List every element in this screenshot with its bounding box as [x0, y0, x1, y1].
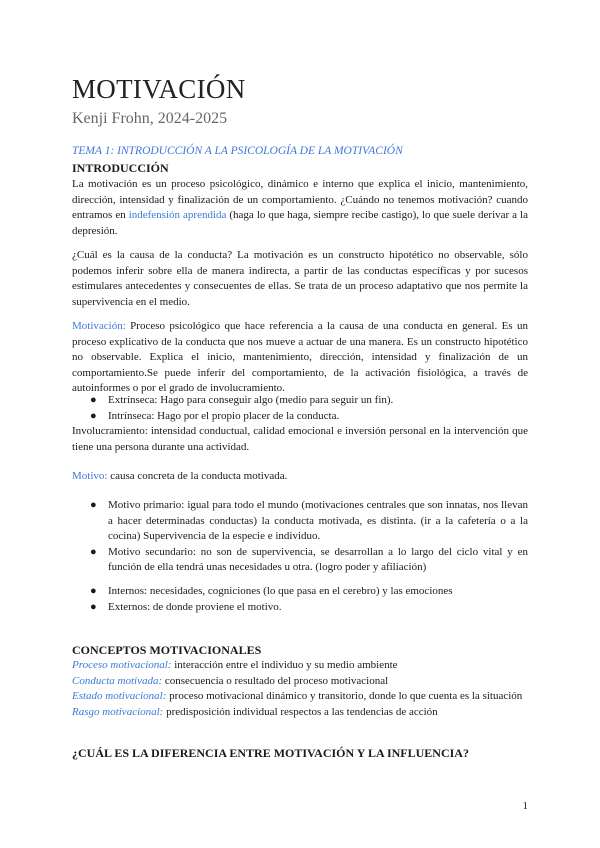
concepto-term: Estado motivacional:	[72, 690, 167, 702]
motivo-def: causa concreta de la conducta motivada.	[107, 470, 288, 482]
list-item	[72, 393, 528, 409]
concepto-item	[72, 705, 528, 721]
list-item-text: Motivo secundario: no son de supervivencia, se desarrollan a lo largo del ciclo vital y en función de ella tendrá unas necesidades u otra. (logro poder y afiliación)	[108, 545, 528, 573]
intro-heading: INTRODUCCIÓN	[72, 161, 169, 175]
concepto-term: Conducta motivada:	[72, 674, 163, 687]
concepto-def: interacción entre el individuo y su medio ambiente	[171, 659, 398, 671]
bullet-icon: ●	[90, 585, 97, 597]
list-item-text: Motivo primario: igual para todo el mundo (motivaciones centrales que son innatas, nos llevan a hacer determinadas conductas) la conducta motivada, es distinta. (ir a la cafetería o a la cocina) Supervivencia de la especie e individuo.	[108, 499, 528, 542]
bullet-icon: ●	[90, 600, 97, 613]
list-item	[72, 409, 528, 425]
list-item-text: Externos: de donde proviene el motivo.	[108, 600, 282, 613]
concepto-def: predisposición individual respectos a las tendencias de acción	[163, 705, 438, 718]
concepto-term: Proceso motivacional:	[72, 659, 172, 671]
intro-p1-text: La motivación es un proceso psicológico, dinámico e interno que explica el inicio, mantenimiento, dirección, intensidad y finalización de un comportamiento. ¿Cuándo no tenemos motivación? cuando entramos en	[72, 178, 528, 221]
document-title: MOTIVACIÓN	[72, 74, 246, 104]
intro-paragraph-1	[72, 177, 528, 239]
concepto-item	[72, 658, 528, 674]
document-author: Kenji Frohn, 2024-2025	[72, 110, 228, 127]
intro-paragraph-2: ¿Cuál es la causa de la conducta? La motivación es un constructo hipotético no observable, sólo podemos inferir sobre ella de manera indirecta, a partir de las conductas específicas y por sucesos estimulares antecedentes y consecuentes de ellas. Se trata de un proceso adaptativo que nos permite la supervivencia en el medio.	[72, 249, 528, 308]
motivo-types-list	[72, 498, 528, 576]
motivo-term: Motivo:	[72, 470, 108, 482]
diferencia-heading: ¿CUÁL ES LA DIFERENCIA ENTRE MOTIVACIÓN Y LA INFLUENCIA?	[72, 746, 469, 760]
bullet-icon: ●	[90, 545, 97, 558]
concepto-def: proceso motivacional dinámico y transitorio, donde lo que cuenta es la situación	[166, 690, 523, 702]
concepto-term: Rasgo motivacional:	[72, 705, 164, 718]
list-item-text: Intrínseca: Hago por el propio placer de la conducta.	[108, 409, 340, 422]
motivacion-term: Motivación:	[72, 320, 126, 332]
tema-heading: TEMA 1: INTRODUCCIÓN A LA PSICOLOGÍA DE LA MOTIVACIÓN	[72, 145, 403, 157]
motivacion-def: Proceso psicológico que hace referencia a la causa de una conducta en general. Es un proceso explicativo de la conducta que nos mueve a actuar de una manera. Es un constructo hipotético no observable. Explica el inicio, mantenimiento, dirección, intensidad y finalización de un comportamiento.Se puede inferir del comportamiento, de la activación fisiológica, a través de autoinformes o por el grado de involucramiento.	[72, 320, 528, 394]
bullet-icon: ●	[90, 499, 97, 511]
intro-p1-text-end: (haga lo que haga, siempre recibe castigo), lo que suele derivar a la depresión.	[72, 209, 528, 237]
list-item-text: Extrínseca: Hago para conseguir algo (medio para seguir un fin).	[108, 394, 394, 406]
list-item-text: Internos: necesidades, cogniciones (lo que pasa en el cerebro) y las emociones	[108, 585, 453, 597]
list-item	[72, 498, 528, 545]
bullet-icon: ●	[90, 409, 97, 422]
list-item	[72, 545, 528, 576]
bullet-icon: ●	[90, 394, 97, 406]
motivacion-types-list	[72, 393, 528, 424]
motivacion-definition	[72, 319, 528, 397]
conceptos-list	[72, 658, 528, 720]
indefension-link: indefensión aprendida	[128, 209, 227, 221]
list-item	[72, 600, 528, 616]
concepto-item	[72, 674, 528, 690]
conceptos-heading: CONCEPTOS MOTIVACIONALES	[72, 643, 262, 657]
concepto-item	[72, 689, 528, 705]
motivo-origin-list	[72, 584, 528, 615]
involucramiento-paragraph: Involucramiento: intensidad conductual, calidad emocional e inversión personal en la intervención que tiene una persona durante una actividad.	[72, 425, 528, 453]
list-item	[72, 584, 528, 600]
motivo-definition	[72, 469, 528, 485]
concepto-def: consecuencia o resultado del proceso motivacional	[162, 674, 389, 687]
page-number: 1	[522, 800, 528, 812]
